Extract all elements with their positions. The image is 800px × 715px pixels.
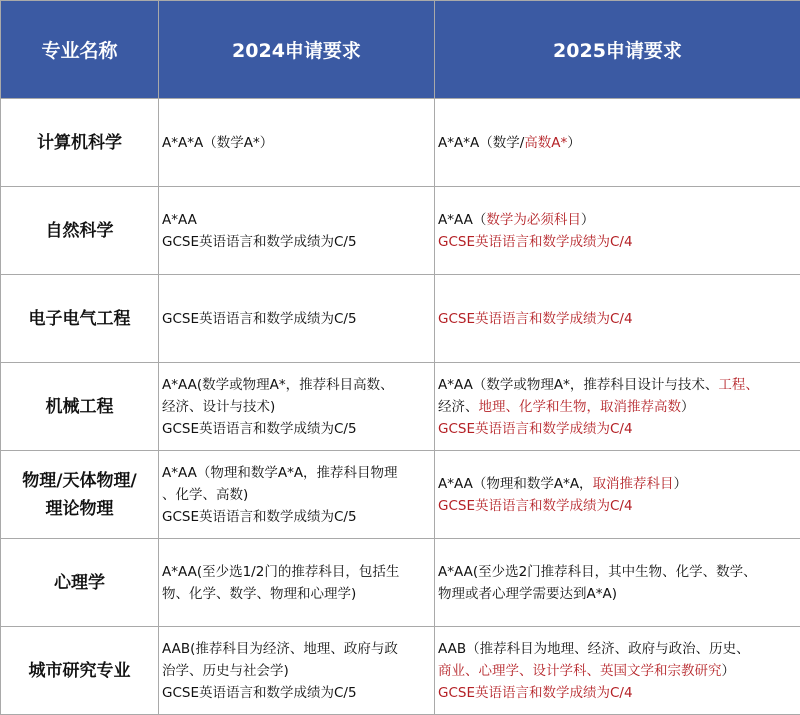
requirement-text: A*AA（物理和数学A*A，	[438, 476, 593, 492]
requirement-2025-line	[438, 418, 798, 440]
requirement-2025-line	[438, 308, 798, 330]
requirement-2025-line	[438, 396, 798, 418]
requirement-2024-cell	[159, 627, 435, 715]
requirement-text: AAB（推荐科目为地理、经济、政府与政治、历史、	[438, 641, 750, 657]
major-name-cell	[1, 275, 159, 363]
requirement-2025-line	[438, 682, 798, 704]
changed-requirement-text: GCSE英语语言和数学成绩为C/4	[438, 685, 633, 701]
requirement-text: ）	[567, 135, 581, 151]
requirement-2025-cell	[435, 363, 800, 451]
requirement-2025-line	[438, 132, 798, 154]
requirement-2024-line: GCSE英语语言和数学成绩为C/5	[162, 308, 432, 330]
requirement-2025-line	[438, 561, 798, 583]
changed-requirement-text: 高数A*	[524, 135, 567, 151]
major-name-cell	[1, 451, 159, 539]
requirement-2025-line	[438, 660, 798, 682]
requirement-2025-cell	[435, 539, 800, 627]
header-2024: 2024申请要求	[159, 1, 435, 99]
major-name-line: 电子电气工程	[5, 305, 154, 333]
major-name-line: 城市研究专业	[5, 657, 154, 685]
header-2025: 2025申请要求	[435, 1, 800, 99]
requirement-2024-line: 、化学、高数)	[162, 484, 432, 506]
major-name-line: 物理/天体物理/	[5, 467, 154, 495]
requirement-text: A*AA（	[438, 212, 486, 228]
requirement-2024-line: A*AA	[162, 209, 432, 231]
table-row	[1, 187, 800, 275]
major-name-line: 计算机科学	[5, 129, 154, 157]
requirement-text: ）	[674, 476, 688, 492]
requirement-text: A*A*A（数学/	[438, 135, 524, 151]
changed-requirement-text: 商业、心理学、设计学科、英国文学和宗教研究	[438, 663, 722, 679]
requirement-2024-cell	[159, 187, 435, 275]
requirement-2025-line	[438, 495, 798, 517]
changed-requirement-text: 数学为必须科目	[486, 212, 581, 228]
major-name-cell	[1, 539, 159, 627]
requirement-2025-cell	[435, 275, 800, 363]
header-row	[1, 1, 800, 99]
requirement-2024-line: A*A*A（数学A*）	[162, 132, 432, 154]
table-row	[1, 539, 800, 627]
major-name-line: 心理学	[5, 569, 154, 597]
requirement-2025-line	[438, 209, 798, 231]
major-name-cell	[1, 363, 159, 451]
requirement-2025-line	[438, 231, 798, 253]
changed-requirement-text: GCSE英语语言和数学成绩为C/4	[438, 421, 633, 437]
major-name-cell	[1, 99, 159, 187]
requirement-2025-line	[438, 473, 798, 495]
requirement-2024-line: A*AA(数学或物理A*，推荐科目高数、	[162, 374, 432, 396]
requirement-text: ）	[681, 399, 695, 415]
table-row	[1, 99, 800, 187]
table-row	[1, 363, 800, 451]
requirement-2024-line: GCSE英语语言和数学成绩为C/5	[162, 506, 432, 528]
requirement-2025-cell	[435, 627, 800, 715]
changed-requirement-text: GCSE英语语言和数学成绩为C/4	[438, 311, 633, 327]
requirement-text: ）	[581, 212, 595, 228]
requirement-2025-line	[438, 638, 798, 660]
requirement-2025-cell	[435, 187, 800, 275]
header-major: 专业名称	[1, 1, 159, 99]
changed-requirement-text: GCSE英语语言和数学成绩为C/4	[438, 234, 633, 250]
requirement-2024-line: A*AA（物理和数学A*A，推荐科目物理	[162, 462, 432, 484]
changed-requirement-text: GCSE英语语言和数学成绩为C/4	[438, 498, 633, 514]
requirement-2024-line: 物、化学、数学、物理和心理学)	[162, 583, 432, 605]
requirement-text: 经济、	[438, 399, 479, 415]
requirement-2024-line: AAB(推荐科目为经济、地理、政府与政	[162, 638, 432, 660]
requirement-2024-line: GCSE英语语言和数学成绩为C/5	[162, 231, 432, 253]
requirement-text: ）	[722, 663, 736, 679]
changed-requirement-text: 取消推荐科目	[593, 476, 674, 492]
major-name-line: 机械工程	[5, 393, 154, 421]
requirement-2024-cell	[159, 539, 435, 627]
requirement-text: 物理或者心理学需要达到A*A)	[438, 586, 617, 602]
changed-requirement-text: 工程、	[718, 377, 759, 393]
requirement-2024-line: 经济、设计与技术)	[162, 396, 432, 418]
requirement-2025-line	[438, 374, 798, 396]
requirement-2024-line: A*AA(至少选1/2门的推荐科目，包括生	[162, 561, 432, 583]
requirement-2025-line	[438, 583, 798, 605]
major-name-line: 自然科学	[5, 217, 154, 245]
requirement-2024-cell	[159, 275, 435, 363]
requirement-2024-line: GCSE英语语言和数学成绩为C/5	[162, 418, 432, 440]
table-row	[1, 275, 800, 363]
major-name-cell	[1, 627, 159, 715]
requirement-2024-line: GCSE英语语言和数学成绩为C/5	[162, 682, 432, 704]
changed-requirement-text: 地理、化学和生物，取消推荐高数	[479, 399, 682, 415]
requirement-2024-line: 治学、历史与社会学)	[162, 660, 432, 682]
requirement-2024-cell	[159, 363, 435, 451]
requirement-2025-cell	[435, 451, 800, 539]
requirement-2025-cell	[435, 99, 800, 187]
table-row	[1, 627, 800, 715]
requirement-text: A*AA(至少选2门推荐科目，其中生物、化学、数学、	[438, 564, 757, 580]
requirement-text: A*AA（数学或物理A*，推荐科目设计与技术、	[438, 377, 718, 393]
requirement-2024-cell	[159, 99, 435, 187]
table-row	[1, 451, 800, 539]
major-name-cell	[1, 187, 159, 275]
requirement-2024-cell	[159, 451, 435, 539]
major-name-line: 理论物理	[5, 495, 154, 523]
